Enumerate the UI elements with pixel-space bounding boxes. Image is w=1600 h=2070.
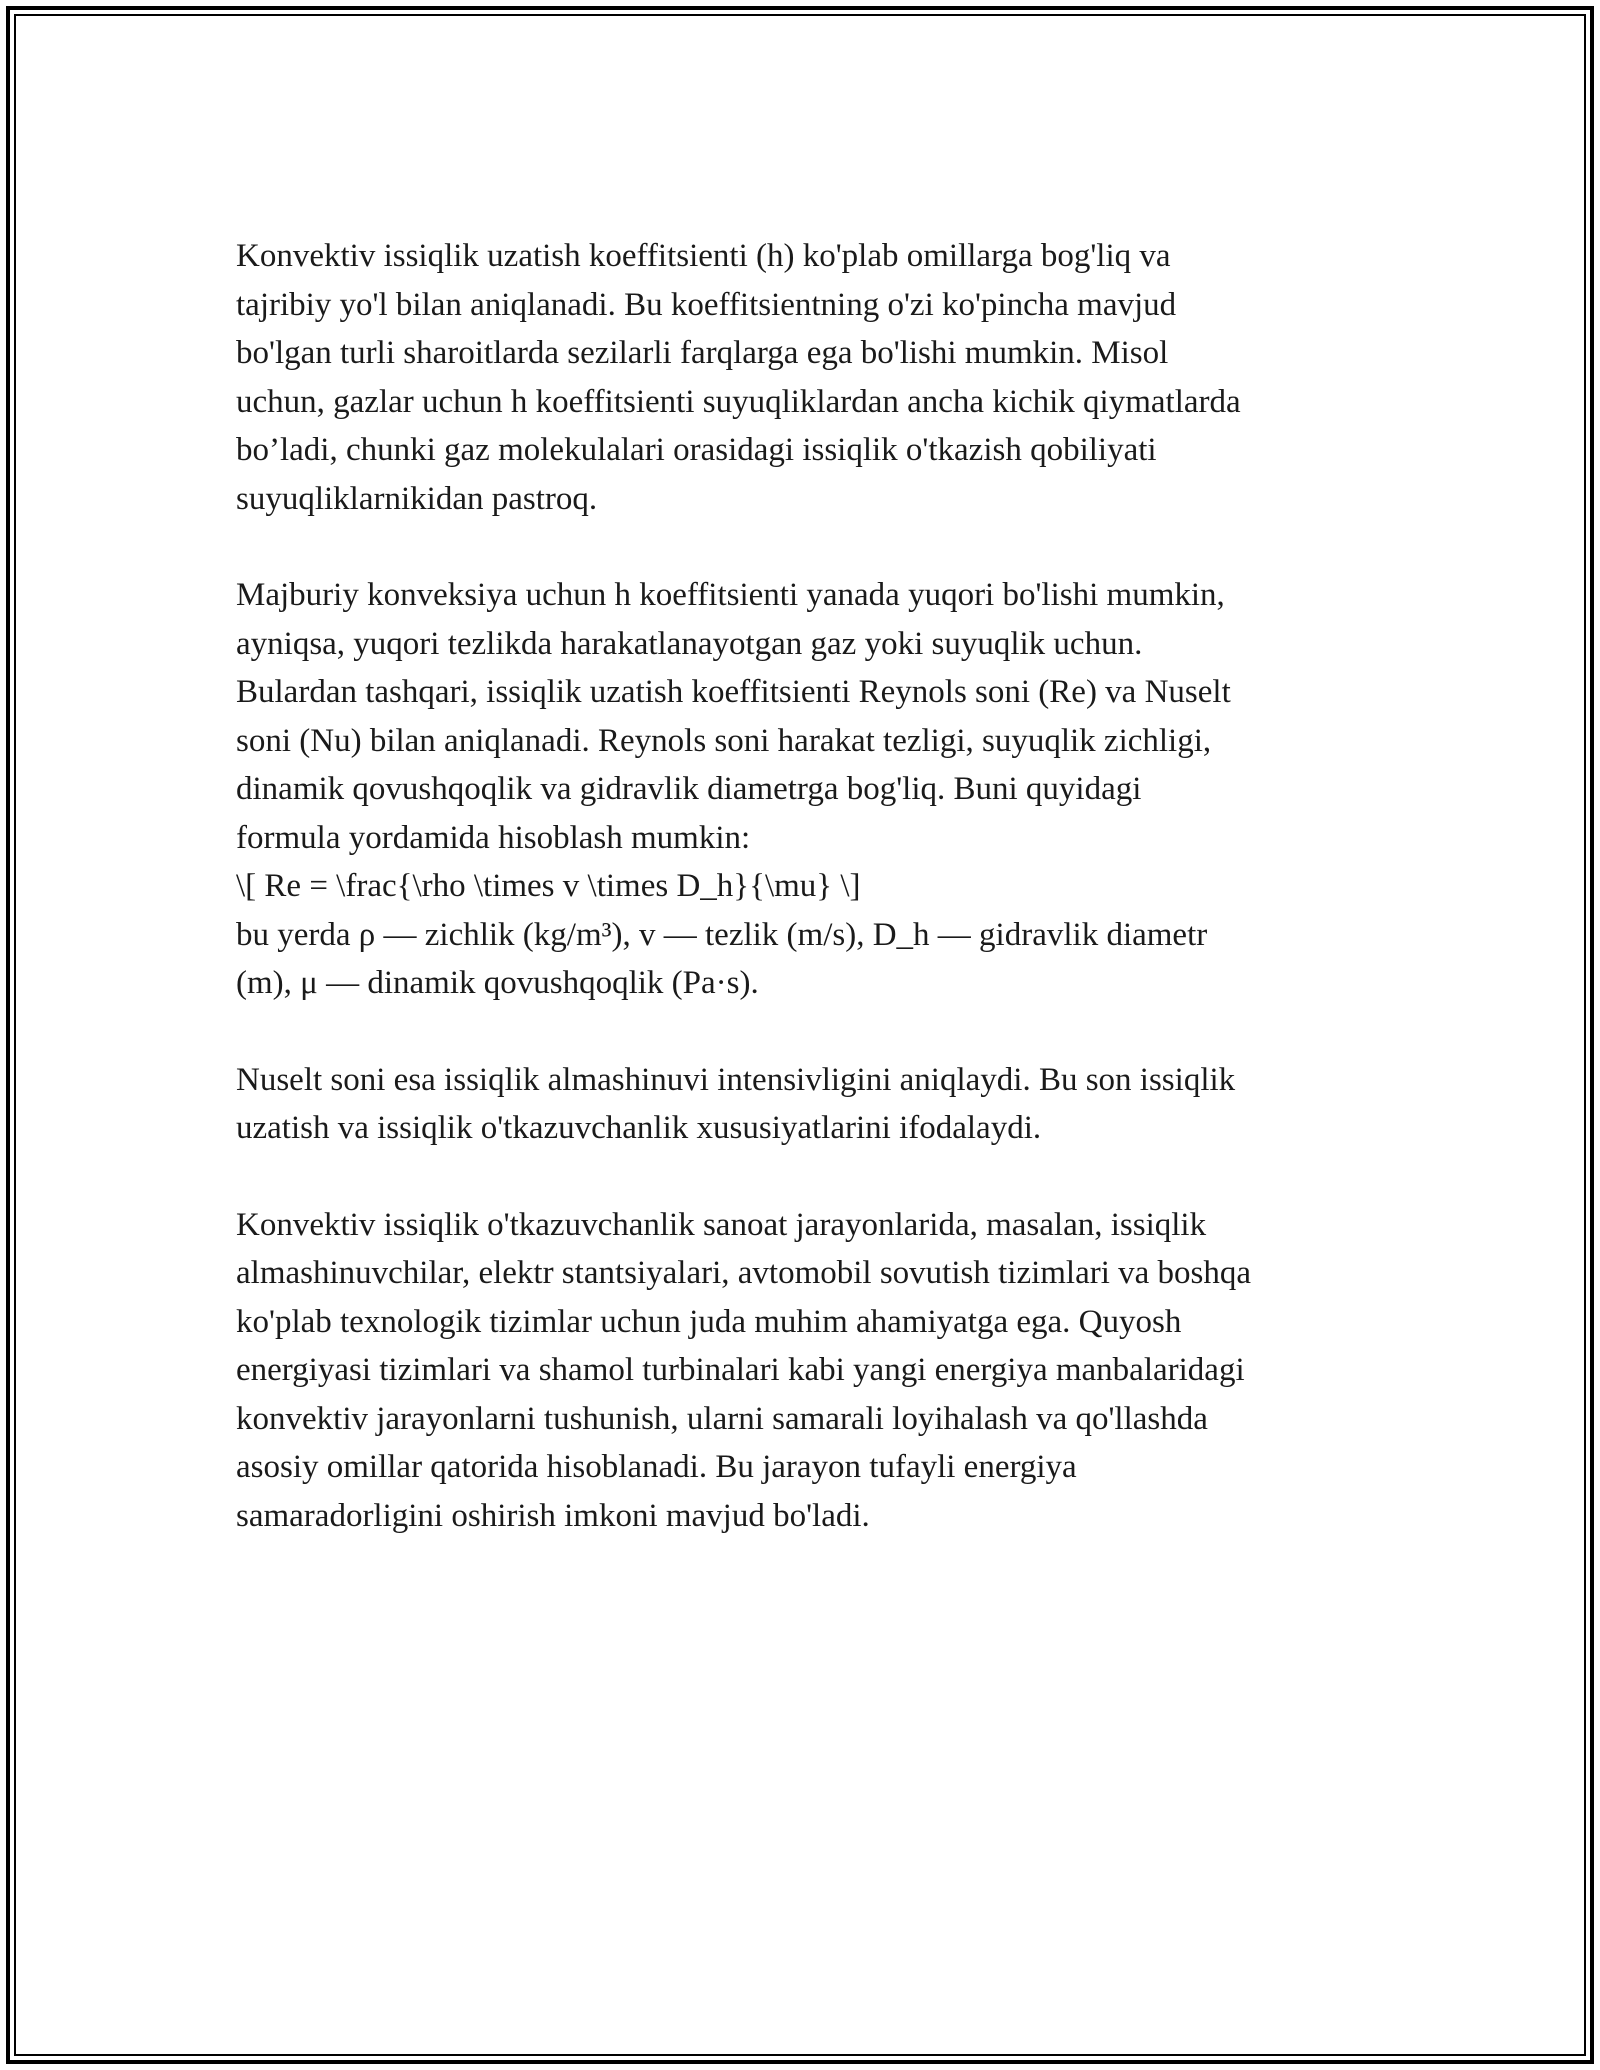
text-line: bu yerda ρ — zichlik (kg/m³), v — tezlik (m/s), D_h — gidravlik diametr bbox=[236, 916, 1208, 953]
paragraph-4 bbox=[236, 1201, 1386, 1541]
document-body bbox=[236, 232, 1386, 1588]
text-line: Konvektiv issiqlik uzatish koeffitsienti (h) ko'plab omillarga bog'liq va bbox=[236, 238, 1171, 274]
text-line: Konvektiv issiqlik o'tkazuvchanlik sanoat jarayonlarida, masalan, issiqlik bbox=[236, 1206, 1207, 1243]
text-line: almashinuvchilar, elektr stantsiyalari, avtomobil sovutish tizimlari va boshqa bbox=[236, 1255, 1252, 1291]
text-line: Majburiy konveksiya uchun h koeffitsienti yanada yuqori bo'lishi mumkin, bbox=[236, 577, 1225, 613]
text-line: dinamik qovushqoqlik va gidravlik diametrga bog'liq. Buni quyidagi bbox=[236, 771, 1142, 807]
text-line: soni (Nu) bilan aniqlanadi. Reynols soni harakat tezligi, suyuqlik zichligi, bbox=[236, 722, 1212, 759]
text-line: ayniqsa, yuqori tezlikda harakatlanayotgan gaz yoki suyuqlik uchun. bbox=[236, 625, 1143, 662]
text-line: bo'lgan turli sharoitlarda sezilarli farqlarga ega bo'lishi mumkin. Misol bbox=[236, 335, 1169, 371]
text-line: Nuselt soni esa issiqlik almashinuvi intensivligini aniqlaydi. Bu son issiqlik bbox=[236, 1061, 1236, 1098]
text-line: asosiy omillar qatorida hisoblanadi. Bu jarayon tufayli energiya bbox=[236, 1449, 1077, 1485]
text-line: (m), μ — dinamik qovushqoqlik (Pa·s). bbox=[236, 965, 759, 1001]
text-line: bo’ladi, chunki gaz molekulalari orasidagi issiqlik o'tkazish qobiliyati bbox=[236, 432, 1157, 468]
text-line: energiyasi tizimlari va shamol turbinalari kabi yangi energiya manbalaridagi bbox=[236, 1352, 1245, 1388]
text-line: suyuqliklarnikidan pastroq. bbox=[236, 480, 598, 517]
text-line: konvektiv jarayonlarni tushunish, ularni samarali loyihalash va qo'llashda bbox=[236, 1400, 1208, 1437]
paragraph-3 bbox=[236, 1056, 1386, 1153]
text-line: Bulardan tashqari, issiqlik uzatish koeffitsienti Reynols soni (Re) va Nuselt bbox=[236, 674, 1231, 710]
text-line: samaradorligini oshirish imkoni mavjud bo'ladi. bbox=[236, 1497, 870, 1534]
text-line: ko'plab texnologik tizimlar uchun juda muhim ahamiyatga ega. Quyosh bbox=[236, 1303, 1182, 1340]
paragraph-1 bbox=[236, 232, 1386, 523]
text-line: uchun, gazlar uchun h koeffitsienti suyuqliklardan ancha kichik qiymatlarda bbox=[236, 383, 1241, 420]
text-line: formula yordamida hisoblash mumkin: bbox=[236, 819, 751, 856]
text-line: tajribiy yo'l bilan aniqlanadi. Bu koeffitsientning o'zi ko'pincha mavjud bbox=[236, 286, 1177, 323]
formula-line: \[ Re = \frac{\rho \times v \times D_h}{\mu} \] bbox=[236, 868, 861, 904]
paragraph-2 bbox=[236, 571, 1386, 1008]
text-line: uzatish va issiqlik o'tkazuvchanlik xususiyatlarini ifodalaydi. bbox=[236, 1110, 1042, 1146]
